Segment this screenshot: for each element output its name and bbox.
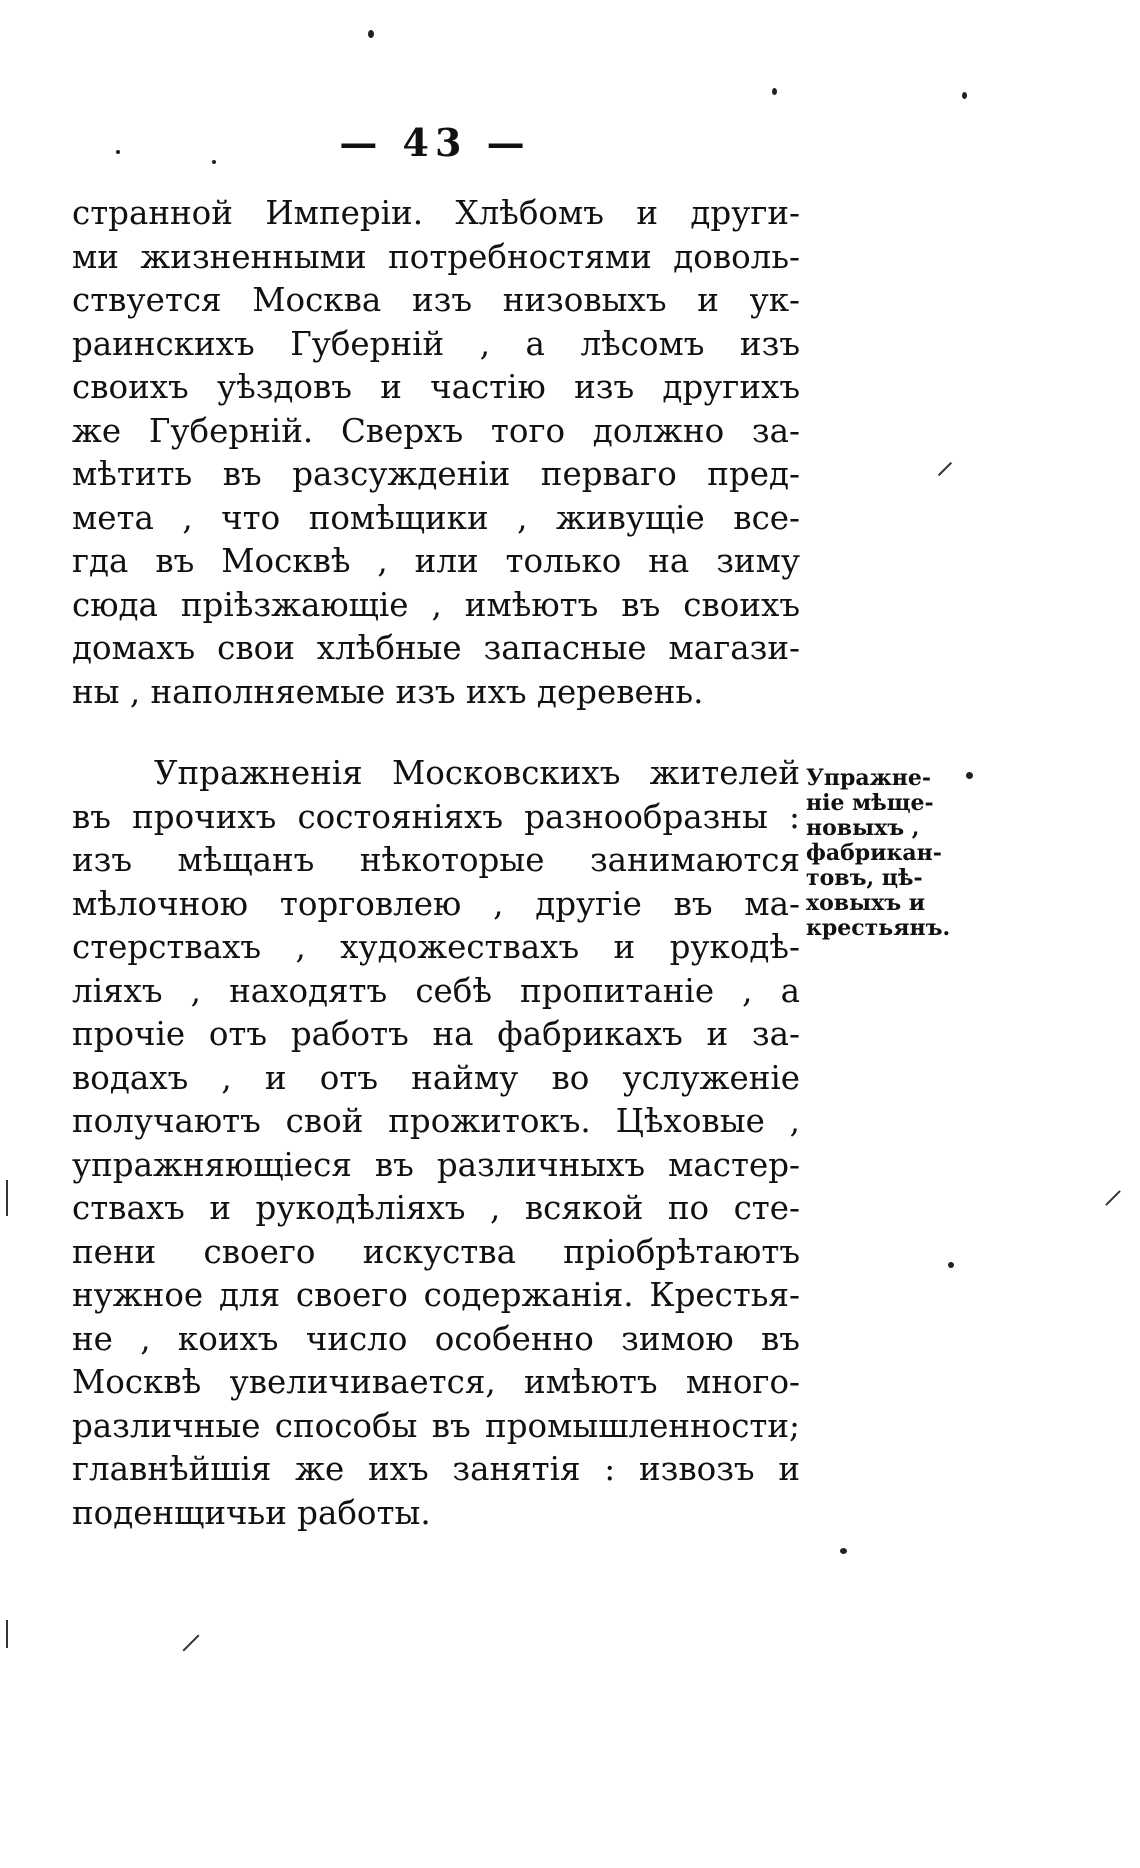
scratch-mark bbox=[183, 1635, 200, 1652]
text-line: въ прочихъ состоянiяхъ разнообразны : bbox=[72, 797, 800, 836]
text-line: упражняющiеся въ различныхъ мастер- bbox=[72, 1145, 800, 1184]
ink-speck bbox=[948, 1262, 954, 1268]
page-number: — 43 — bbox=[339, 120, 531, 165]
scratch-mark bbox=[6, 1620, 8, 1648]
text-line: различные способы въ промышленности; bbox=[72, 1406, 800, 1445]
paragraph-1 bbox=[72, 192, 800, 714]
text-line: странной Имперiи. Хлѣбомъ и други- bbox=[72, 194, 800, 232]
text-line: ми жизненными потребностями доволь- bbox=[72, 237, 800, 276]
text-line: Москвѣ увеличивается, имѣютъ много- bbox=[72, 1363, 800, 1401]
marginal-note bbox=[806, 766, 971, 941]
text-line: изъ мѣщанъ нѣкоторые занимаются bbox=[72, 841, 800, 879]
text-line: мѣлочною торговлею , другiе въ ма- bbox=[72, 884, 800, 923]
text-line: Упражненiя Московскихъ жителей bbox=[154, 754, 800, 792]
text-line: получаютъ свой прожитокъ. Цѣховые , bbox=[72, 1102, 800, 1140]
text-line: домахъ свои хлѣбные запасные магази- bbox=[72, 629, 800, 667]
text-line: главнѣйшiя же ихъ занятiя : извозъ и bbox=[72, 1450, 800, 1488]
text-line: ствуется Москва изъ низовыхъ и ук- bbox=[72, 281, 800, 319]
text-line: сюда прiѣзжающiе , имѣютъ въ своихъ bbox=[72, 585, 800, 624]
text-line: пени своего искуства прiобрѣтаютъ bbox=[72, 1232, 800, 1271]
ink-speck bbox=[368, 30, 374, 38]
text-line: прочiе отъ работъ на фабрикахъ и за- bbox=[72, 1015, 800, 1053]
ink-speck bbox=[840, 1548, 847, 1554]
text-line: мета , что помѣщики , живущiе все- bbox=[72, 498, 800, 537]
marginal-note-line: фабрикан- bbox=[806, 840, 942, 866]
ink-speck bbox=[772, 88, 777, 95]
text-line: нужное для своего содержанiя. Крестья- bbox=[72, 1276, 800, 1314]
marginal-note-line: новыхъ , bbox=[806, 815, 920, 841]
text-line: не , коихъ число особенно зимою въ bbox=[72, 1319, 800, 1358]
marginal-note-line: Упражне- bbox=[806, 765, 932, 791]
ink-speck bbox=[962, 92, 967, 99]
text-line: водахъ , и отъ найму во услуженiе bbox=[72, 1058, 800, 1097]
text-line: мѣтить въ разсужденiи перваго пред- bbox=[72, 455, 800, 493]
text-line: ствахъ и рукодѣлiяхъ , всякой по сте- bbox=[72, 1189, 800, 1227]
text-line: поденщичьи работы. bbox=[72, 1493, 431, 1532]
marginal-note-line: нiе мѣще- bbox=[806, 790, 934, 816]
scratch-mark bbox=[938, 462, 952, 476]
ink-speck bbox=[116, 150, 120, 154]
ink-speck bbox=[966, 772, 973, 779]
text-line: же Губернiй. Сверхъ того должно за- bbox=[72, 411, 800, 450]
marginal-note-line: крестьянъ. bbox=[806, 915, 951, 941]
scratch-mark bbox=[1105, 1190, 1121, 1206]
marginal-note-line: ховыхъ и bbox=[806, 890, 926, 916]
marginal-note-line: товъ, цѣ- bbox=[806, 865, 923, 891]
paragraph-2 bbox=[72, 752, 800, 1535]
text-line: гда въ Москвѣ , или только на зиму bbox=[72, 542, 800, 580]
text-line: лiяхъ , находятъ себѣ пропитанiе , а bbox=[72, 971, 800, 1010]
text-line: раинскихъ Губернiй , а лѣсомъ изъ bbox=[72, 324, 800, 363]
text-line: стерствахъ , художествахъ и рукодѣ- bbox=[72, 928, 800, 966]
text-line: своихъ уѣздовъ и частiю изъ другихъ bbox=[72, 368, 800, 406]
scratch-mark bbox=[6, 1180, 8, 1216]
text-line: ны , наполняемые изъ ихъ деревень. bbox=[72, 672, 704, 711]
ink-speck bbox=[212, 160, 216, 164]
